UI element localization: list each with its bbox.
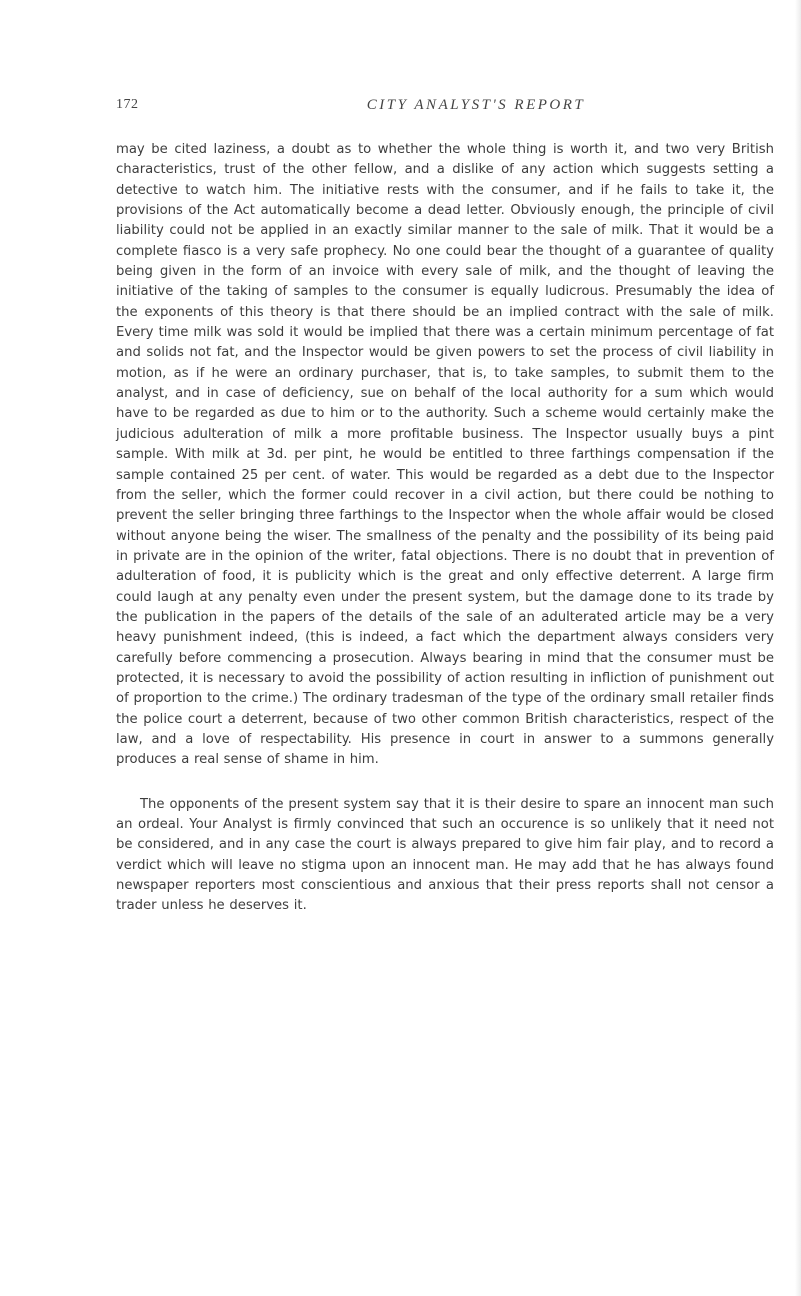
paragraph-1: may be cited laziness, a doubt as to whether the whole thing is worth it, and two very British characteristics, trust of the other fellow, and a dislike of any action which suggests setting a detective to watch him. The initiative rests with the consumer, and if he fails to take it, the provisions of the Act automatically become a dead letter. Obviously enough, the principle of civil liability could not be applied in an exactly similar manner to the sale of milk. That it would be a complete fiasco is a very safe prophecy. No one could bear the thought of a guarantee of quality being given in the form of an invoice with every sale of milk, and the thought of leaving the initiative of the taking of samples to the consumer is equally ludicrous. Presumably the idea of the exponents of this theory is that there should be an implied contract with the sale of milk. Every time milk was sold it would be implied that there was a certain minimum percentage of fat and solids not fat, and the Inspector would be given powers to set the process of civil liability in motion, as if he were an ordinary purchaser, that is, to take samples, to submit them to the analyst, and in case of deficiency, sue on behalf of the local authority for a sum which would have to be regarded as due to him or to the authority. Such a scheme would certainly make the judicious adulteration of milk a more profitable business. The Inspector usually buys a pint sample. With milk at 3d. per pint, he would be entitled to three farthings compensation if the sample contained 25 per cent. of water. This would be regarded as a debt due to the Inspector from the seller, which the former could recover in a civil action, but there could be nothing to prevent the seller bringing three farthings to the Inspector when the whole affair would be closed without anyone being the wiser. The smallness of the penalty and the possibility of its being paid in private are in the opinion of the writer, fatal objections. There is no doubt that in prevention of adulteration of food, it is publicity which is the great and only effective deterrent. A large firm could laugh at any penalty even under the present system, but the damage done to its trade by the publication in the papers of the details of the sale of an adulterated article may be a very heavy punishment indeed, (this is indeed, a fact which the department always considers very carefully before commencing a prosecution. Always bearing in mind that the consumer must be protected, it is necessary to avoid the possibility of action resulting in infliction of punishment out of proportion to the crime.) The ordinary tradesman of the type of the ordinary small retailer finds the police court a deterrent, because of two other common British characteristics, respect of the law, and a love of respectability. His presence in court in answer to a summons generally produces a real sense of shame in him. xyxy=(116,142,774,768)
page-edge-shadow xyxy=(795,0,801,1296)
page-header xyxy=(116,97,776,121)
body-text xyxy=(116,140,774,917)
paragraph-2: The opponents of the present system say that it is their desire to spare an innocent man such an ordeal. Your Analyst is firmly convinced that such an occurence is so unlikely that it need not be considered, and in any case the court is always prepared to give him fair play, and to record a verdict which will leave no stigma upon an innocent man. He may add that he has always found newspaper reporters most conscientious and anxious that their press reports shall not censor a trader unless he deserves it. xyxy=(116,796,774,914)
running-head: CITY ANALYST'S REPORT xyxy=(366,97,586,113)
page-number: 172 xyxy=(116,97,139,112)
